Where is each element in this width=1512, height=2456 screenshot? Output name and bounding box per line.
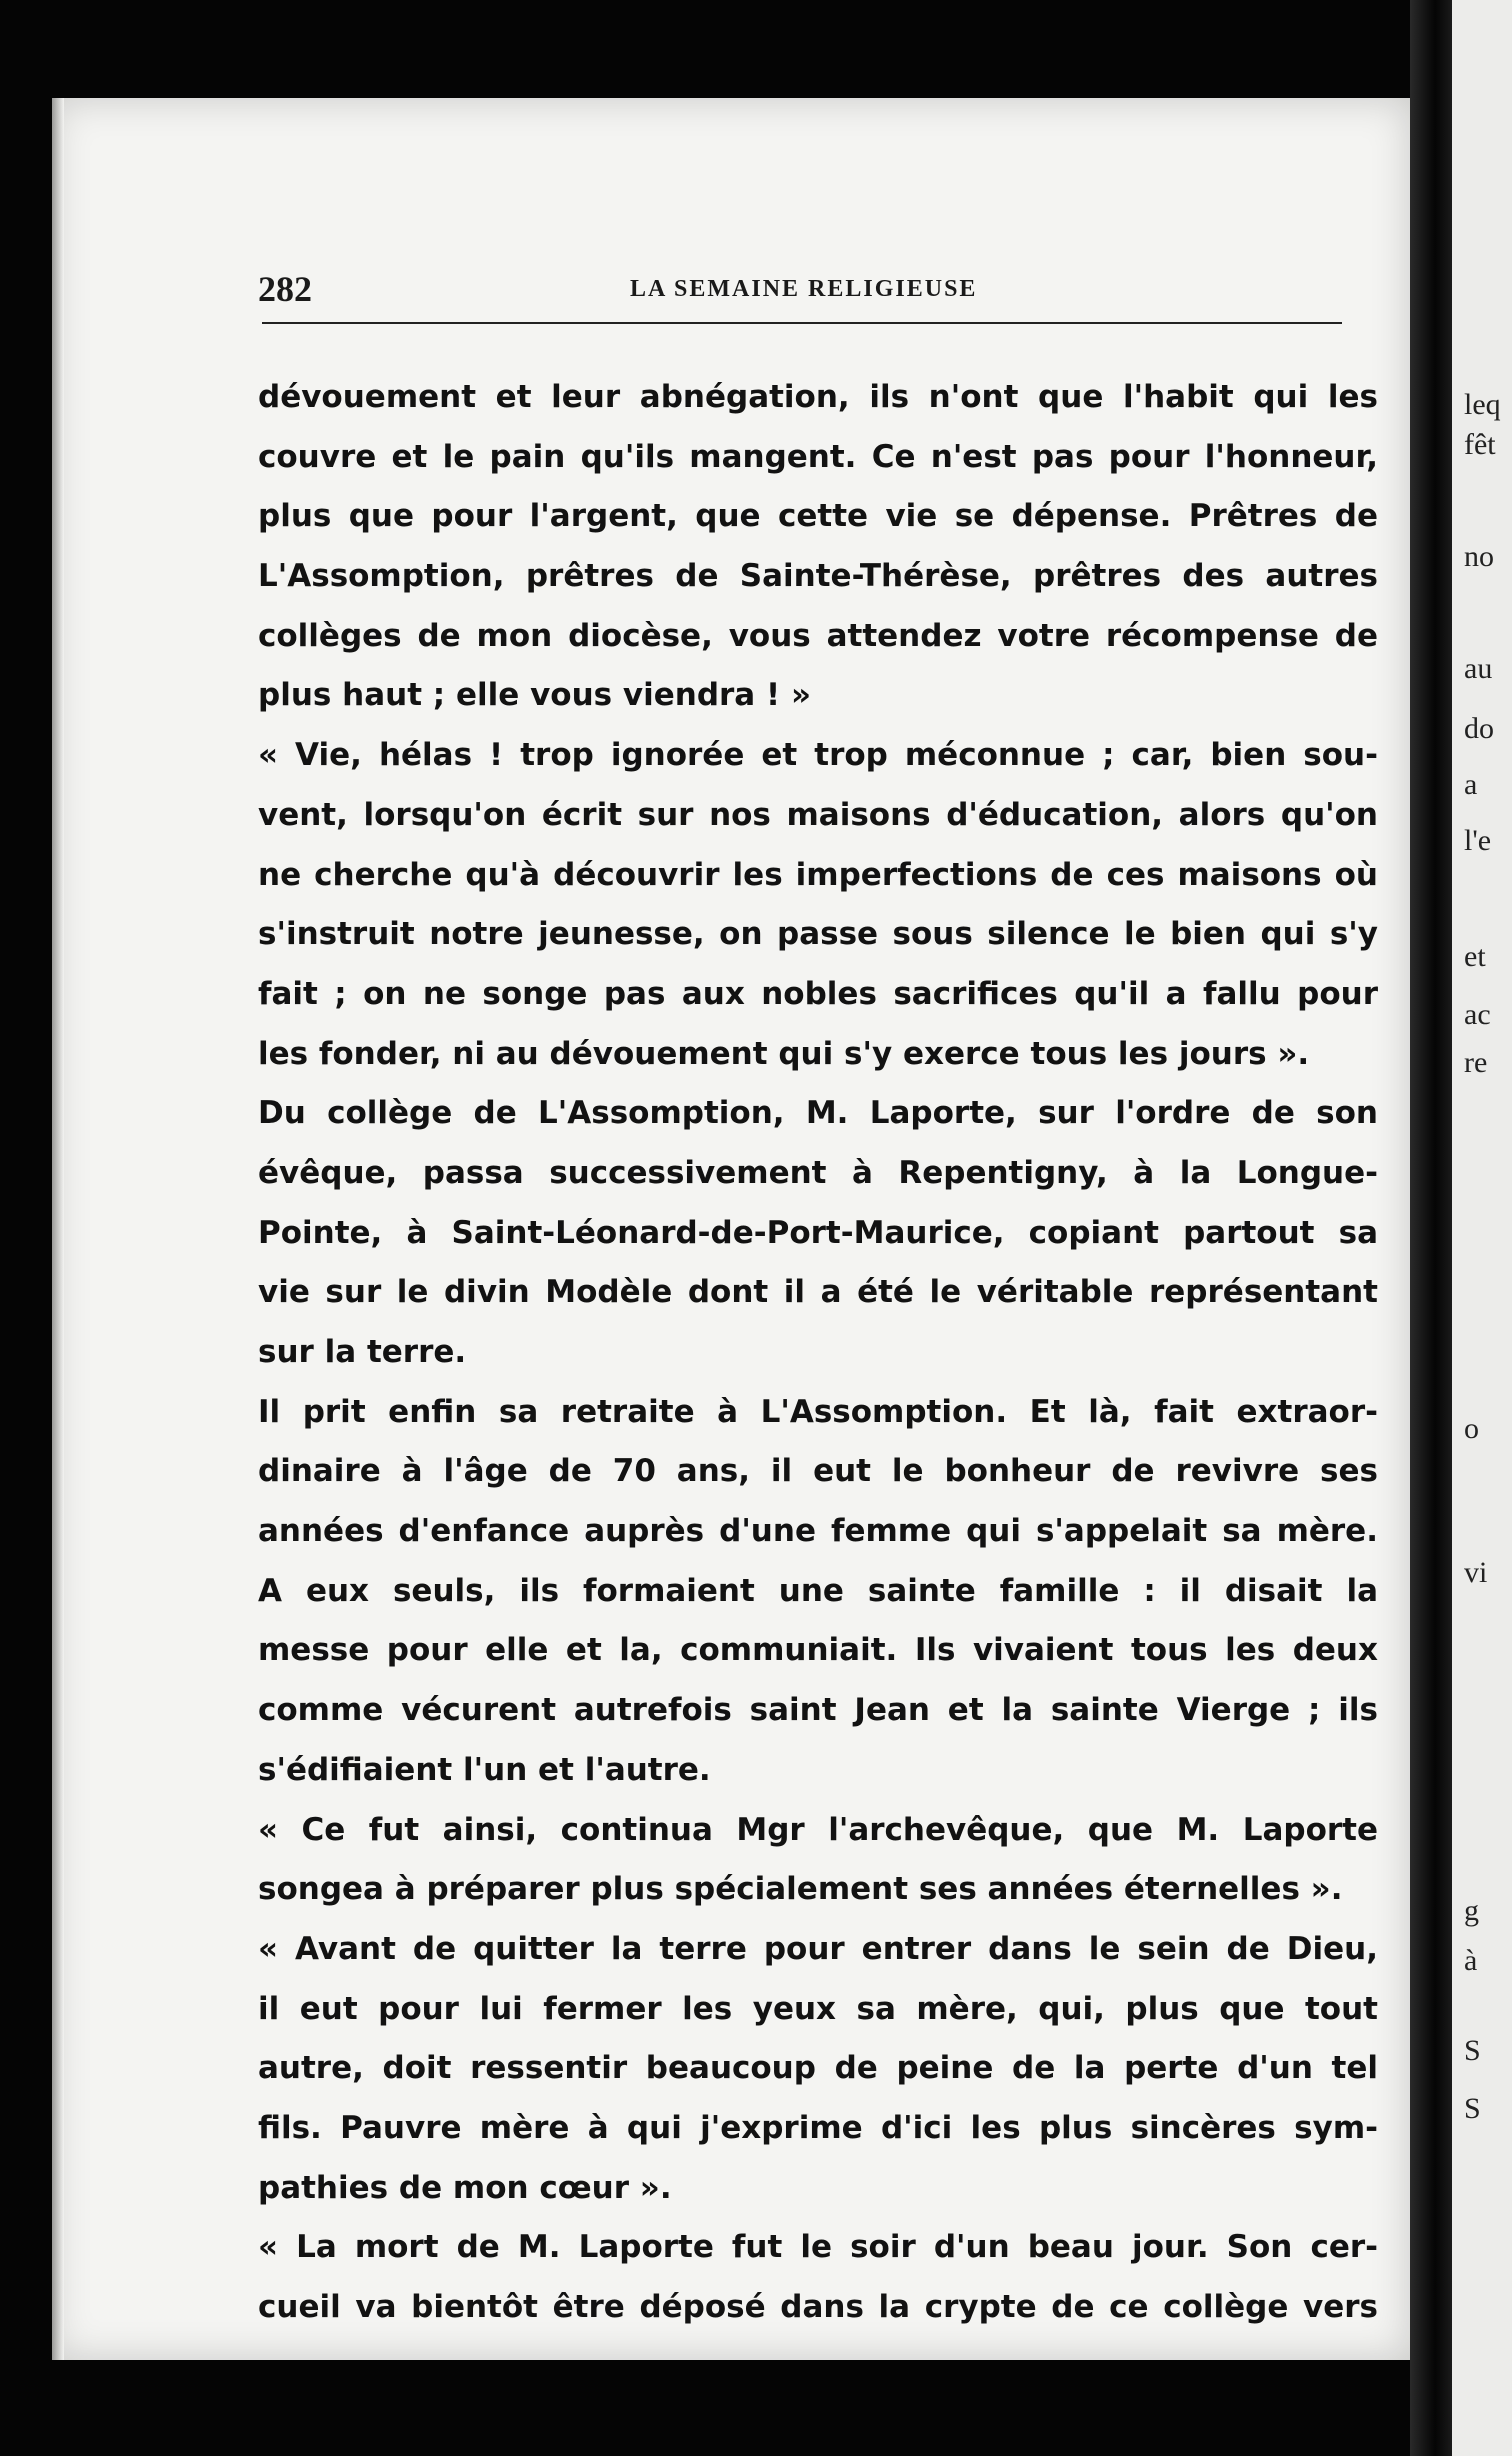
facing-fragment: à <box>1464 1944 1478 1977</box>
text-line: plus haut ; elle vous viendra ! » <box>258 677 811 714</box>
text-line: couvre et le pain qu'ils mangent. Ce n'est pas pour l'honneur, <box>258 438 1378 475</box>
text-line: années d'enfance auprès d'une femme qui s'appelait sa mère. <box>258 1513 1378 1550</box>
facing-fragment: g <box>1464 1894 1479 1927</box>
text-line: « Ce fut ainsi, continua Mgr l'archevêque, que M. Laporte <box>258 1811 1378 1848</box>
article-body <box>258 368 1378 2338</box>
facing-fragment: l'e <box>1464 824 1492 857</box>
text-line: vie sur le divin Modèle dont il a été le véritable représentant <box>258 1274 1378 1311</box>
text-line: « La mort de M. Laporte fut le soir d'un beau jour. Son cer- <box>258 2229 1378 2266</box>
text-line: L'Assomption, prêtres de Sainte-Thérèse, prêtres des autres <box>258 558 1378 595</box>
text-line: « Avant de quitter la terre pour entrer dans le sein de Dieu, <box>258 1930 1378 1967</box>
journal-title: LA SEMAINE RELIGIEUSE <box>630 276 978 302</box>
book-gutter <box>1410 0 1452 2456</box>
text-line: évêque, passa successivement à Repentigny, à la Longue- <box>258 1154 1378 1191</box>
facing-fragment: no <box>1464 540 1494 573</box>
text-line: A eux seuls, ils formaient une sainte famille : il disait la <box>258 1572 1378 1609</box>
running-header <box>258 268 1358 308</box>
text-line: fait ; on ne songe pas aux nobles sacrifices qu'il a fallu pour <box>258 975 1378 1012</box>
facing-fragment: do <box>1464 712 1494 745</box>
text-line: dévouement et leur abnégation, ils n'ont que l'habit qui les <box>258 379 1378 415</box>
facing-fragment: a <box>1464 768 1478 801</box>
facing-fragment: re <box>1464 1046 1488 1079</box>
text-line: fils. Pauvre mère à qui j'exprime d'ici les plus sincères sym- <box>258 2109 1378 2146</box>
text-line: s'instruit notre jeunesse, on passe sous silence le bien qui s'y <box>258 916 1378 953</box>
text-line: dinaire à l'âge de 70 ans, il eut le bonheur de revivre ses <box>258 1453 1378 1490</box>
facing-fragment: au <box>1464 652 1493 685</box>
facing-fragment: et <box>1464 940 1486 973</box>
facing-fragment: ac <box>1464 998 1491 1031</box>
facing-page-edge <box>1452 0 1512 2456</box>
text-line: messe pour elle et la, communiait. Ils vivaient tous les deux <box>258 1632 1378 1669</box>
facing-fragment: o <box>1464 1412 1479 1445</box>
text-line: « Vie, hélas ! trop ignorée et trop méconnue ; car, bien sou- <box>258 737 1378 774</box>
text-line: pathies de mon cœur ». <box>258 2169 672 2206</box>
page-edge-shadow <box>52 98 64 2360</box>
text-line: comme vécurent autrefois saint Jean et la sainte Vierge ; ils <box>258 1692 1378 1729</box>
facing-fragment: S <box>1464 2034 1481 2067</box>
facing-fragment: vi <box>1464 1556 1488 1589</box>
facing-fragment: leq <box>1464 388 1501 421</box>
header-rule <box>262 322 1342 324</box>
text-line: les fonder, ni au dévouement qui s'y exerce tous les jours ». <box>258 1035 1310 1072</box>
text-line: s'édifiaient l'un et l'autre. <box>258 1751 711 1788</box>
text-line: il eut pour lui fermer les yeux sa mère, qui, plus que tout <box>258 1990 1378 2027</box>
text-line: sur la terre. <box>258 1334 467 1370</box>
facing-fragment: S <box>1464 2092 1481 2125</box>
facing-fragment: fêt <box>1464 428 1496 461</box>
text-line: cueil va bientôt être déposé dans la crypte de ce collège vers <box>258 2289 1378 2325</box>
text-line: Du collège de L'Assomption, M. Laporte, sur l'ordre de son <box>258 1095 1378 1132</box>
page-number: 282 <box>258 269 312 309</box>
text-line: Il prit enfin sa retraite à L'Assomption. Et là, fait extraor- <box>258 1393 1378 1430</box>
text-line: vent, lorsqu'on écrit sur nos maisons d'éducation, alors qu'on <box>258 796 1378 833</box>
text-line: ne cherche qu'à découvrir les imperfections de ces maisons où <box>258 856 1378 893</box>
text-line: songea à préparer plus spécialement ses années éternelles ». <box>258 1871 1343 1908</box>
text-line: autre, doit ressentir beaucoup de peine de la perte d'un tel <box>258 2050 1378 2087</box>
text-line: collèges de mon diocèse, vous attendez votre récompense de <box>258 617 1378 654</box>
text-line: Pointe, à Saint-Léonard-de-Port-Maurice, copiant partout sa <box>258 1214 1378 1251</box>
text-line: plus que pour l'argent, que cette vie se dépense. Prêtres de <box>258 498 1378 535</box>
